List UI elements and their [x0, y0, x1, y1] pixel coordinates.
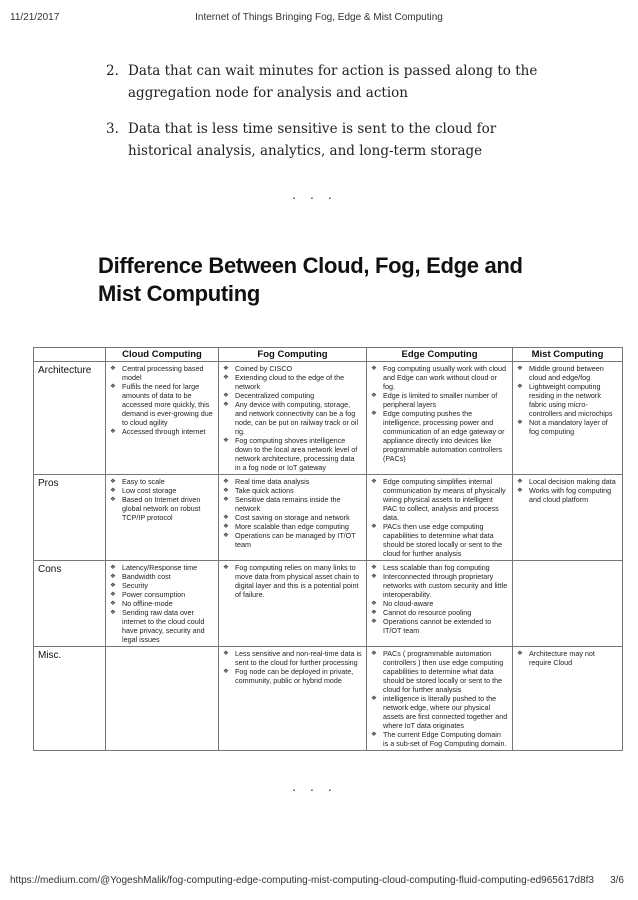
bullet-item: ❖ Easy to scale: [110, 477, 214, 486]
bullet-list: [513, 362, 622, 438]
section-separator: ...: [292, 186, 346, 202]
list-number: 3.: [106, 121, 119, 137]
bullet-item: ❖ Bandwidth cost: [110, 572, 214, 581]
bullet-list: [367, 647, 512, 750]
bullet-list: [219, 475, 366, 551]
bullet-list: [513, 647, 622, 669]
bullet-item: ❖ Architecture may not require Cloud: [517, 649, 618, 667]
bullet-item: ❖ Central processing based model: [110, 364, 214, 382]
bullet-item: ❖ PACs then use edge computing capabilities to determine what data should be stored locally or sent to the cloud for further analysis: [371, 522, 508, 558]
bullet-item: ❖ Cost saving on storage and network: [223, 513, 362, 522]
bullet-item: ❖ Less sensitive and non-real-time data is sent to the cloud for further processing: [223, 649, 362, 667]
table-cell-fog: [219, 362, 367, 475]
table-row: [34, 362, 623, 475]
bullet-item: ❖ Coined by CISCO: [223, 364, 362, 373]
bullet-list: [106, 561, 218, 646]
header-date: 11/21/2017: [10, 12, 60, 23]
table-cell-fog: [219, 475, 367, 561]
bullet-item: ❖ Real time data analysis: [223, 477, 362, 486]
table-row: [34, 475, 623, 561]
table-cell-cloud: [106, 561, 219, 647]
bullet-item: ❖ Power consumption: [110, 590, 214, 599]
list-item: [106, 118, 546, 162]
table-row: [34, 647, 623, 751]
table-cell-mist: [513, 362, 623, 475]
bullet-list: [106, 362, 218, 438]
bullet-item: ❖ Sensitive data remains inside the network: [223, 495, 362, 513]
table-cell-edge: [367, 561, 513, 647]
bullet-item: ❖ Not a mandatory layer of fog computing: [517, 418, 618, 436]
table-cell-mist: [513, 561, 623, 647]
bullet-item: ❖ intelligence is literally pushed to the network edge, where our physical assets are first connected together and where IoT data originates: [371, 694, 508, 730]
table-cell-fog: [219, 561, 367, 647]
bullet-list: [367, 362, 512, 465]
table-cell-edge: [367, 647, 513, 751]
bullet-item: ❖ Decentralized computing: [223, 391, 362, 400]
bullet-item: ❖ Latency/Response time: [110, 563, 214, 572]
list-text: Data that can wait minutes for action is passed along to the aggregation node for analysis and action: [128, 63, 538, 101]
table-header-row: [34, 348, 623, 362]
column-header: Cloud Computing: [106, 348, 219, 362]
table-cell-edge: [367, 475, 513, 561]
bullet-item: ❖ Sending raw data over internet to the cloud could have privacy, security and legal issues: [110, 608, 214, 644]
bullet-list: [219, 647, 366, 687]
bullet-item: ❖ Fog computing relies on many links to move data from physical asset chain to digital layer and this is a potential point of failure.: [223, 563, 362, 599]
bullet-item: ❖ Edge computing simplifies internal communication by means of physically wiring physical assets to intelligent PAC to collect, analysis and process data.: [371, 477, 508, 522]
bullet-list: [106, 647, 218, 651]
table-cell-cloud: [106, 647, 219, 751]
bullet-item: ❖ Works with fog computing and cloud platform: [517, 486, 618, 504]
bullet-item: ❖ Extending cloud to the edge of the network: [223, 373, 362, 391]
bullet-item: ❖ Edge computing pushes the intelligence, processing power and communication of an edge gateway or appliance directly into devices like programmable automation controllers (PACs): [371, 409, 508, 463]
table-cell-cloud: [106, 362, 219, 475]
bullet-item: ❖ Edge is limited to smaller number of peripheral layers: [371, 391, 508, 409]
bullet-item: ❖ Operations can be managed by IT/OT team: [223, 531, 362, 549]
bullet-item: ❖ Security: [110, 581, 214, 590]
bullet-list: [513, 475, 622, 506]
bullet-item: ❖ No offline-mode: [110, 599, 214, 608]
column-header: Mist Computing: [513, 348, 623, 362]
list-text: Data that is less time sensitive is sent to the cloud for historical analysis, analytics, and long-term storage: [128, 121, 497, 159]
bullet-item: ❖ Operations cannot be extended to IT/OT team: [371, 617, 508, 635]
bullet-list: [106, 475, 218, 524]
table-cell-cloud: [106, 475, 219, 561]
bullet-list: [219, 362, 366, 474]
bullet-list: [367, 475, 512, 560]
bullet-item: ❖ Interconnected through proprietary networks with custom security and little interoperability.: [371, 572, 508, 599]
bullet-item: ❖ The current Edge Computing domain is a sub-set of Fog Computing domain.: [371, 730, 508, 748]
bullet-item: ❖ Low cost storage: [110, 486, 214, 495]
bullet-item: ❖ Fog computing shoves intelligence down to the local area network level of network architecture, processing data in a fog node or IoT gateway: [223, 436, 362, 472]
table-cell-fog: [219, 647, 367, 751]
table-cell-edge: [367, 362, 513, 475]
bullet-item: ❖ Fog node can be deployed in private, community, public or hybrid mode: [223, 667, 362, 685]
table-cell-mist: [513, 647, 623, 751]
column-header: [34, 348, 106, 362]
bullet-item: ❖ Local decision making data: [517, 477, 618, 486]
bullet-list: [367, 561, 512, 637]
column-header: Edge Computing: [367, 348, 513, 362]
section-separator: ...: [292, 778, 346, 794]
bullet-item: ❖ Fog computing usually work with cloud and Edge can work without cloud or fog.: [371, 364, 508, 391]
bullet-item: ❖ Lightweight computing residing in the network fabric using micro-controllers and microchips: [517, 382, 618, 418]
bullet-item: ❖ Accessed through internet: [110, 427, 214, 436]
bullet-item: ❖ Cannot do resource pooling: [371, 608, 508, 617]
bullet-item: ❖ Based on Internet driven global network on robust TCP/IP protocol: [110, 495, 214, 522]
bullet-item: ❖ Less scalable than fog computing: [371, 563, 508, 572]
row-label: Cons: [34, 561, 106, 647]
section-heading: Difference Between Cloud, Fog, Edge and Mist Computing: [98, 253, 523, 306]
bullet-item: ❖ Any device with computing, storage, and network connectivity can be a fog node, can be put on railway track or oil rig.: [223, 400, 362, 436]
page-number: 3/6: [610, 875, 624, 886]
bullet-list: [513, 561, 622, 565]
footer-url: https://medium.com/@YogeshMalik/fog-computing-edge-computing-mist-computing-cloud-computing-fluid-computing-ed965617d8f3: [10, 875, 594, 886]
bullet-item: ❖ Middle ground between cloud and edge/fog: [517, 364, 618, 382]
table-row: [34, 561, 623, 647]
bullet-item: ❖ More scalable than edge computing: [223, 522, 362, 531]
column-header: Fog Computing: [219, 348, 367, 362]
row-label: Pros: [34, 475, 106, 561]
bullet-item: ❖ Fulfils the need for large amounts of data to be accessed more quickly, this demand is ever-growing due to cloud agility: [110, 382, 214, 427]
comparison-table: [33, 347, 623, 751]
bullet-list: [219, 561, 366, 601]
row-label: Misc.: [34, 647, 106, 751]
list-number: 2.: [106, 63, 119, 79]
bullet-item: ❖ No cloud-aware: [371, 599, 508, 608]
numbered-list: [106, 60, 546, 176]
list-item: [106, 60, 546, 104]
bullet-item: ❖ PACs ( programmable automation controllers ) then use edge computing capabilities to determine what data should be stored locally or sent to the cloud for further analysis: [371, 649, 508, 694]
row-label: Architecture: [34, 362, 106, 475]
table-cell-mist: [513, 475, 623, 561]
bullet-item: ❖ Take quick actions: [223, 486, 362, 495]
header-title: Internet of Things Bringing Fog, Edge & Mist Computing: [195, 12, 443, 23]
